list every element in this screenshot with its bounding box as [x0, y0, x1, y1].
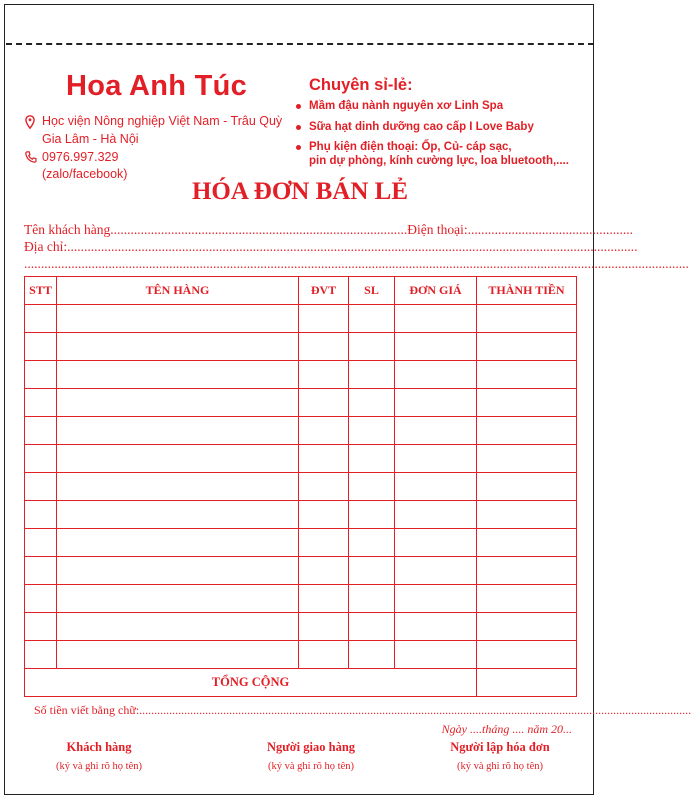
table-cell[interactable] — [25, 529, 57, 557]
table-cell[interactable] — [57, 333, 299, 361]
col-product-name: TÊN HÀNG — [57, 277, 299, 305]
table-cell[interactable] — [395, 473, 477, 501]
bullet-icon — [296, 125, 301, 130]
table-row — [25, 557, 577, 585]
table-cell[interactable] — [395, 361, 477, 389]
table-header-row — [25, 277, 577, 305]
dotted-fill: ........................................................................................ — [110, 222, 408, 237]
signature-note: (ký và ghi rõ họ tên) — [456, 761, 544, 772]
shop-address-line2: Gia Lâm - Hà Nội — [42, 132, 139, 146]
table-cell[interactable] — [57, 585, 299, 613]
table-cell[interactable] — [299, 445, 349, 473]
table-cell[interactable] — [477, 445, 577, 473]
table-cell[interactable] — [477, 585, 577, 613]
table-cell[interactable] — [477, 501, 577, 529]
table-cell[interactable] — [395, 305, 477, 333]
table-row — [25, 529, 577, 557]
table-cell[interactable] — [25, 445, 57, 473]
address-label: Địa chỉ: — [24, 239, 68, 254]
table-cell[interactable] — [299, 501, 349, 529]
table-cell[interactable] — [57, 613, 299, 641]
location-pin-icon — [25, 115, 35, 129]
table-cell[interactable] — [349, 389, 395, 417]
table-row — [25, 613, 577, 641]
table-cell[interactable] — [299, 361, 349, 389]
table-cell[interactable] — [349, 585, 395, 613]
customer-phone-row — [24, 222, 633, 238]
table-cell[interactable] — [349, 613, 395, 641]
address-row — [24, 239, 638, 255]
wholesale-list — [296, 100, 569, 175]
table-row — [25, 641, 577, 669]
invoice-title: HÓA ĐƠN BÁN LẺ — [191, 178, 408, 205]
table-cell[interactable] — [477, 417, 577, 445]
table-cell[interactable] — [299, 641, 349, 669]
table-cell[interactable] — [25, 641, 57, 669]
table-cell[interactable] — [299, 417, 349, 445]
signature-role: Khách hàng — [66, 740, 132, 754]
table-cell[interactable] — [477, 641, 577, 669]
signature-customer — [24, 740, 174, 772]
table-cell[interactable] — [25, 557, 57, 585]
shop-social: (zalo/facebook) — [42, 167, 128, 181]
table-cell[interactable] — [477, 389, 577, 417]
amount-in-words-row — [34, 703, 691, 718]
dotted-fill: ......................................................................................................................................................................... — [67, 239, 638, 254]
table-cell[interactable] — [349, 333, 395, 361]
address-continuation-row: ..................................................................................................................................................................................................... — [24, 256, 689, 271]
signature-delivery — [236, 740, 386, 772]
total-label: TỔNG CỘNG — [25, 669, 477, 697]
signature-note: (ký và ghi rõ họ tên) — [267, 761, 355, 772]
table-cell[interactable] — [25, 361, 57, 389]
wholesale-item: Sữa hạt dinh dưỡng cao cấp I Love Baby — [296, 121, 569, 135]
table-row — [25, 389, 577, 417]
dotted-fill: ........................................................................................................................................................................................ — [139, 703, 691, 717]
table-cell[interactable] — [477, 305, 577, 333]
table-cell[interactable] — [25, 613, 57, 641]
bullet-icon — [296, 145, 301, 150]
table-cell[interactable] — [477, 613, 577, 641]
total-value-cell[interactable] — [477, 669, 577, 697]
col-quantity: SL — [349, 277, 395, 305]
table-cell[interactable] — [57, 389, 299, 417]
signature-issuer — [424, 740, 576, 772]
table-cell[interactable] — [349, 529, 395, 557]
table-cell[interactable] — [57, 417, 299, 445]
table-cell[interactable] — [477, 361, 577, 389]
table-cell[interactable] — [477, 333, 577, 361]
table-row — [25, 333, 577, 361]
table-cell[interactable] — [349, 361, 395, 389]
bullet-icon — [296, 104, 301, 109]
table-cell[interactable] — [25, 417, 57, 445]
table-row — [25, 361, 577, 389]
table-cell[interactable] — [25, 305, 57, 333]
dotted-fill: ................................................. — [467, 222, 633, 237]
table-cell[interactable] — [57, 361, 299, 389]
table-cell[interactable] — [395, 613, 477, 641]
table-cell[interactable] — [349, 305, 395, 333]
shop-phone: 0976.997.329 — [42, 150, 119, 164]
table-cell[interactable] — [299, 473, 349, 501]
table-cell[interactable] — [349, 557, 395, 585]
table-cell[interactable] — [395, 417, 477, 445]
table-cell[interactable] — [57, 557, 299, 585]
wholesale-item: Phụ kiện điện thoại: Ốp, Củ- cáp sạc, pin dự phòng, kính cường lực, loa bluetooth,.... — [296, 141, 569, 168]
table-cell[interactable] — [349, 445, 395, 473]
signature-role: Người giao hàng — [266, 740, 356, 754]
table-cell[interactable] — [57, 529, 299, 557]
col-unit: ĐVT — [299, 277, 349, 305]
table-cell[interactable] — [299, 585, 349, 613]
table-cell[interactable] — [299, 333, 349, 361]
table-cell[interactable] — [395, 585, 477, 613]
table-cell[interactable] — [25, 473, 57, 501]
table-cell[interactable] — [57, 305, 299, 333]
customer-name-label: Tên khách hàng — [24, 222, 111, 237]
table-cell[interactable] — [299, 613, 349, 641]
table-cell[interactable] — [395, 445, 477, 473]
table-cell[interactable] — [395, 529, 477, 557]
table-cell[interactable] — [477, 473, 577, 501]
date-line: Ngày ....tháng .... năm 20... — [441, 722, 572, 736]
table-cell[interactable] — [25, 389, 57, 417]
table-row — [25, 585, 577, 613]
table-cell[interactable] — [395, 557, 477, 585]
table-cell[interactable] — [299, 305, 349, 333]
table-cell[interactable] — [57, 641, 299, 669]
table-cell[interactable] — [395, 501, 477, 529]
table-cell[interactable] — [477, 529, 577, 557]
shop-address-line1: Học viện Nông nghiệp Việt Nam - Trâu Quỳ — [42, 114, 283, 128]
col-amount: THÀNH TIỀN — [477, 277, 577, 305]
signature-note: (ký và ghi rõ họ tên) — [55, 761, 143, 772]
col-unit-price: ĐƠN GIÁ — [395, 277, 477, 305]
amount-in-words-label: Số tiền viết bằng chữ: — [34, 703, 140, 717]
phone-icon — [25, 151, 37, 163]
table-cell[interactable] — [57, 501, 299, 529]
col-stt: STT — [25, 277, 57, 305]
signature-role: Người lập hóa đơn — [450, 740, 550, 754]
table-cell[interactable] — [395, 389, 477, 417]
table-row — [25, 445, 577, 473]
table-cell[interactable] — [395, 641, 477, 669]
table-row — [25, 473, 577, 501]
wholesale-item: Mầm đậu nành nguyên xơ Linh Spa — [296, 100, 569, 114]
tear-off-dashed-line — [6, 43, 594, 45]
table-cell[interactable] — [349, 417, 395, 445]
table-cell[interactable] — [349, 641, 395, 669]
table-cell[interactable] — [299, 557, 349, 585]
wholesale-title: Chuyên sỉ-lẻ: — [309, 76, 413, 94]
table-cell[interactable] — [25, 585, 57, 613]
table-cell[interactable] — [349, 501, 395, 529]
table-cell[interactable] — [299, 389, 349, 417]
items-table — [24, 276, 577, 697]
table-cell[interactable] — [57, 473, 299, 501]
table-cell[interactable] — [25, 333, 57, 361]
phone-label: Điện thoại: — [407, 222, 468, 237]
table-cell[interactable] — [25, 501, 57, 529]
table-cell[interactable] — [57, 445, 299, 473]
shop-name: Hoa Anh Túc — [66, 70, 248, 102]
table-row — [25, 305, 577, 333]
table-cell[interactable] — [395, 333, 477, 361]
table-row — [25, 501, 577, 529]
table-cell[interactable] — [477, 557, 577, 585]
table-cell[interactable] — [299, 529, 349, 557]
table-cell[interactable] — [349, 473, 395, 501]
table-row — [25, 417, 577, 445]
total-row — [25, 669, 577, 697]
